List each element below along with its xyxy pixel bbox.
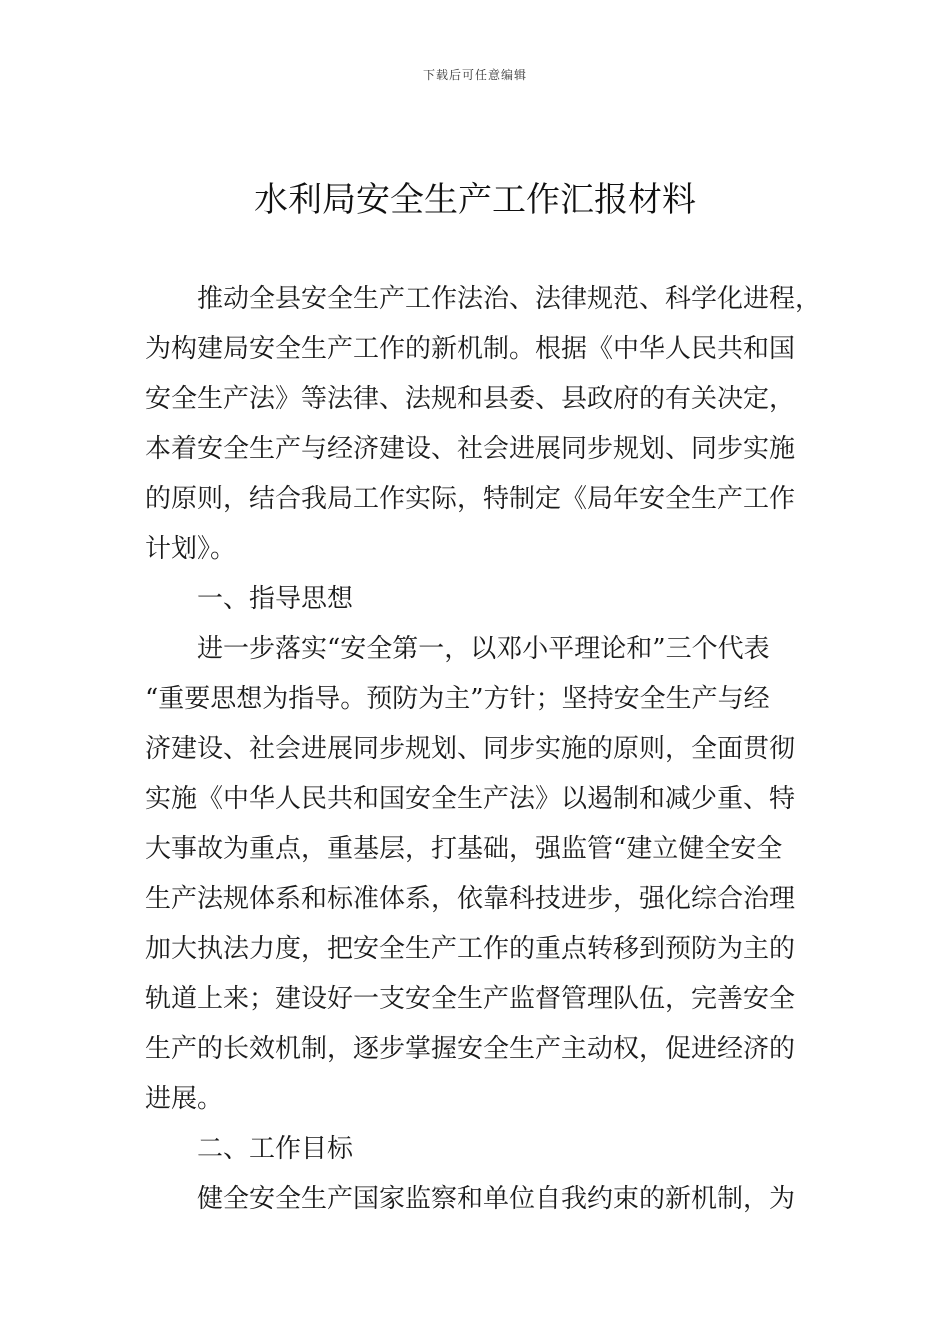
text-line: 生产法规体系和标准体系，依靠科技进步，强化综合治理 bbox=[145, 884, 796, 914]
header-note: 下载后可任意编辑 bbox=[422, 68, 527, 82]
text-line: 推动全县安全生产工作法治、法律规范、科学化进程， bbox=[197, 284, 822, 314]
document-title: 水利局安全生产工作汇报材料 bbox=[254, 180, 696, 220]
text-line: 进展。 bbox=[145, 1084, 224, 1114]
text-line: 为构建局安全生产工作的新机制。根据《中华人民共和国 bbox=[145, 334, 796, 364]
text-line: 生产的长效机制，逐步掌握安全生产主动权，促进经济的 bbox=[145, 1034, 796, 1064]
text-line: 济建设、社会进展同步规划、同步实施的原则，全面贯彻 bbox=[145, 734, 796, 764]
text-line: “重要思想为指导。预防为主”方针；坚持安全生产与经 bbox=[145, 684, 770, 714]
text-line: 的原则，结合我局工作实际，特制定《局年安全生产工作 bbox=[145, 484, 796, 514]
text-line: 进一步落实“安全第一，以邓小平理论和”三个代表 bbox=[197, 634, 770, 664]
text-line: 二、工作目标 bbox=[197, 1134, 354, 1164]
text-line: 实施《中华人民共和国安全生产法》以遏制和减少重、特 bbox=[145, 784, 796, 814]
text-line: 计划》。 bbox=[145, 534, 237, 564]
text-line: 加大执法力度，把安全生产工作的重点转移到预防为主的 bbox=[145, 934, 796, 964]
text-line: 大事故为重点，重基层，打基础，强监管“建立健全安全 bbox=[145, 834, 783, 864]
text-line: 轨道上来；建设好一支安全生产监督管理队伍，完善安全 bbox=[145, 984, 796, 1014]
text-line: 一、指导思想 bbox=[197, 584, 354, 614]
text-line: 本着安全生产与经济建设、社会进展同步规划、同步实施 bbox=[145, 434, 796, 464]
document-body bbox=[145, 274, 822, 1224]
text-line: 健全安全生产国家监察和单位自我约束的新机制，为 bbox=[197, 1184, 796, 1214]
text-line: 安全生产法》等法律、法规和县委、县政府的有关决定， bbox=[145, 384, 796, 414]
